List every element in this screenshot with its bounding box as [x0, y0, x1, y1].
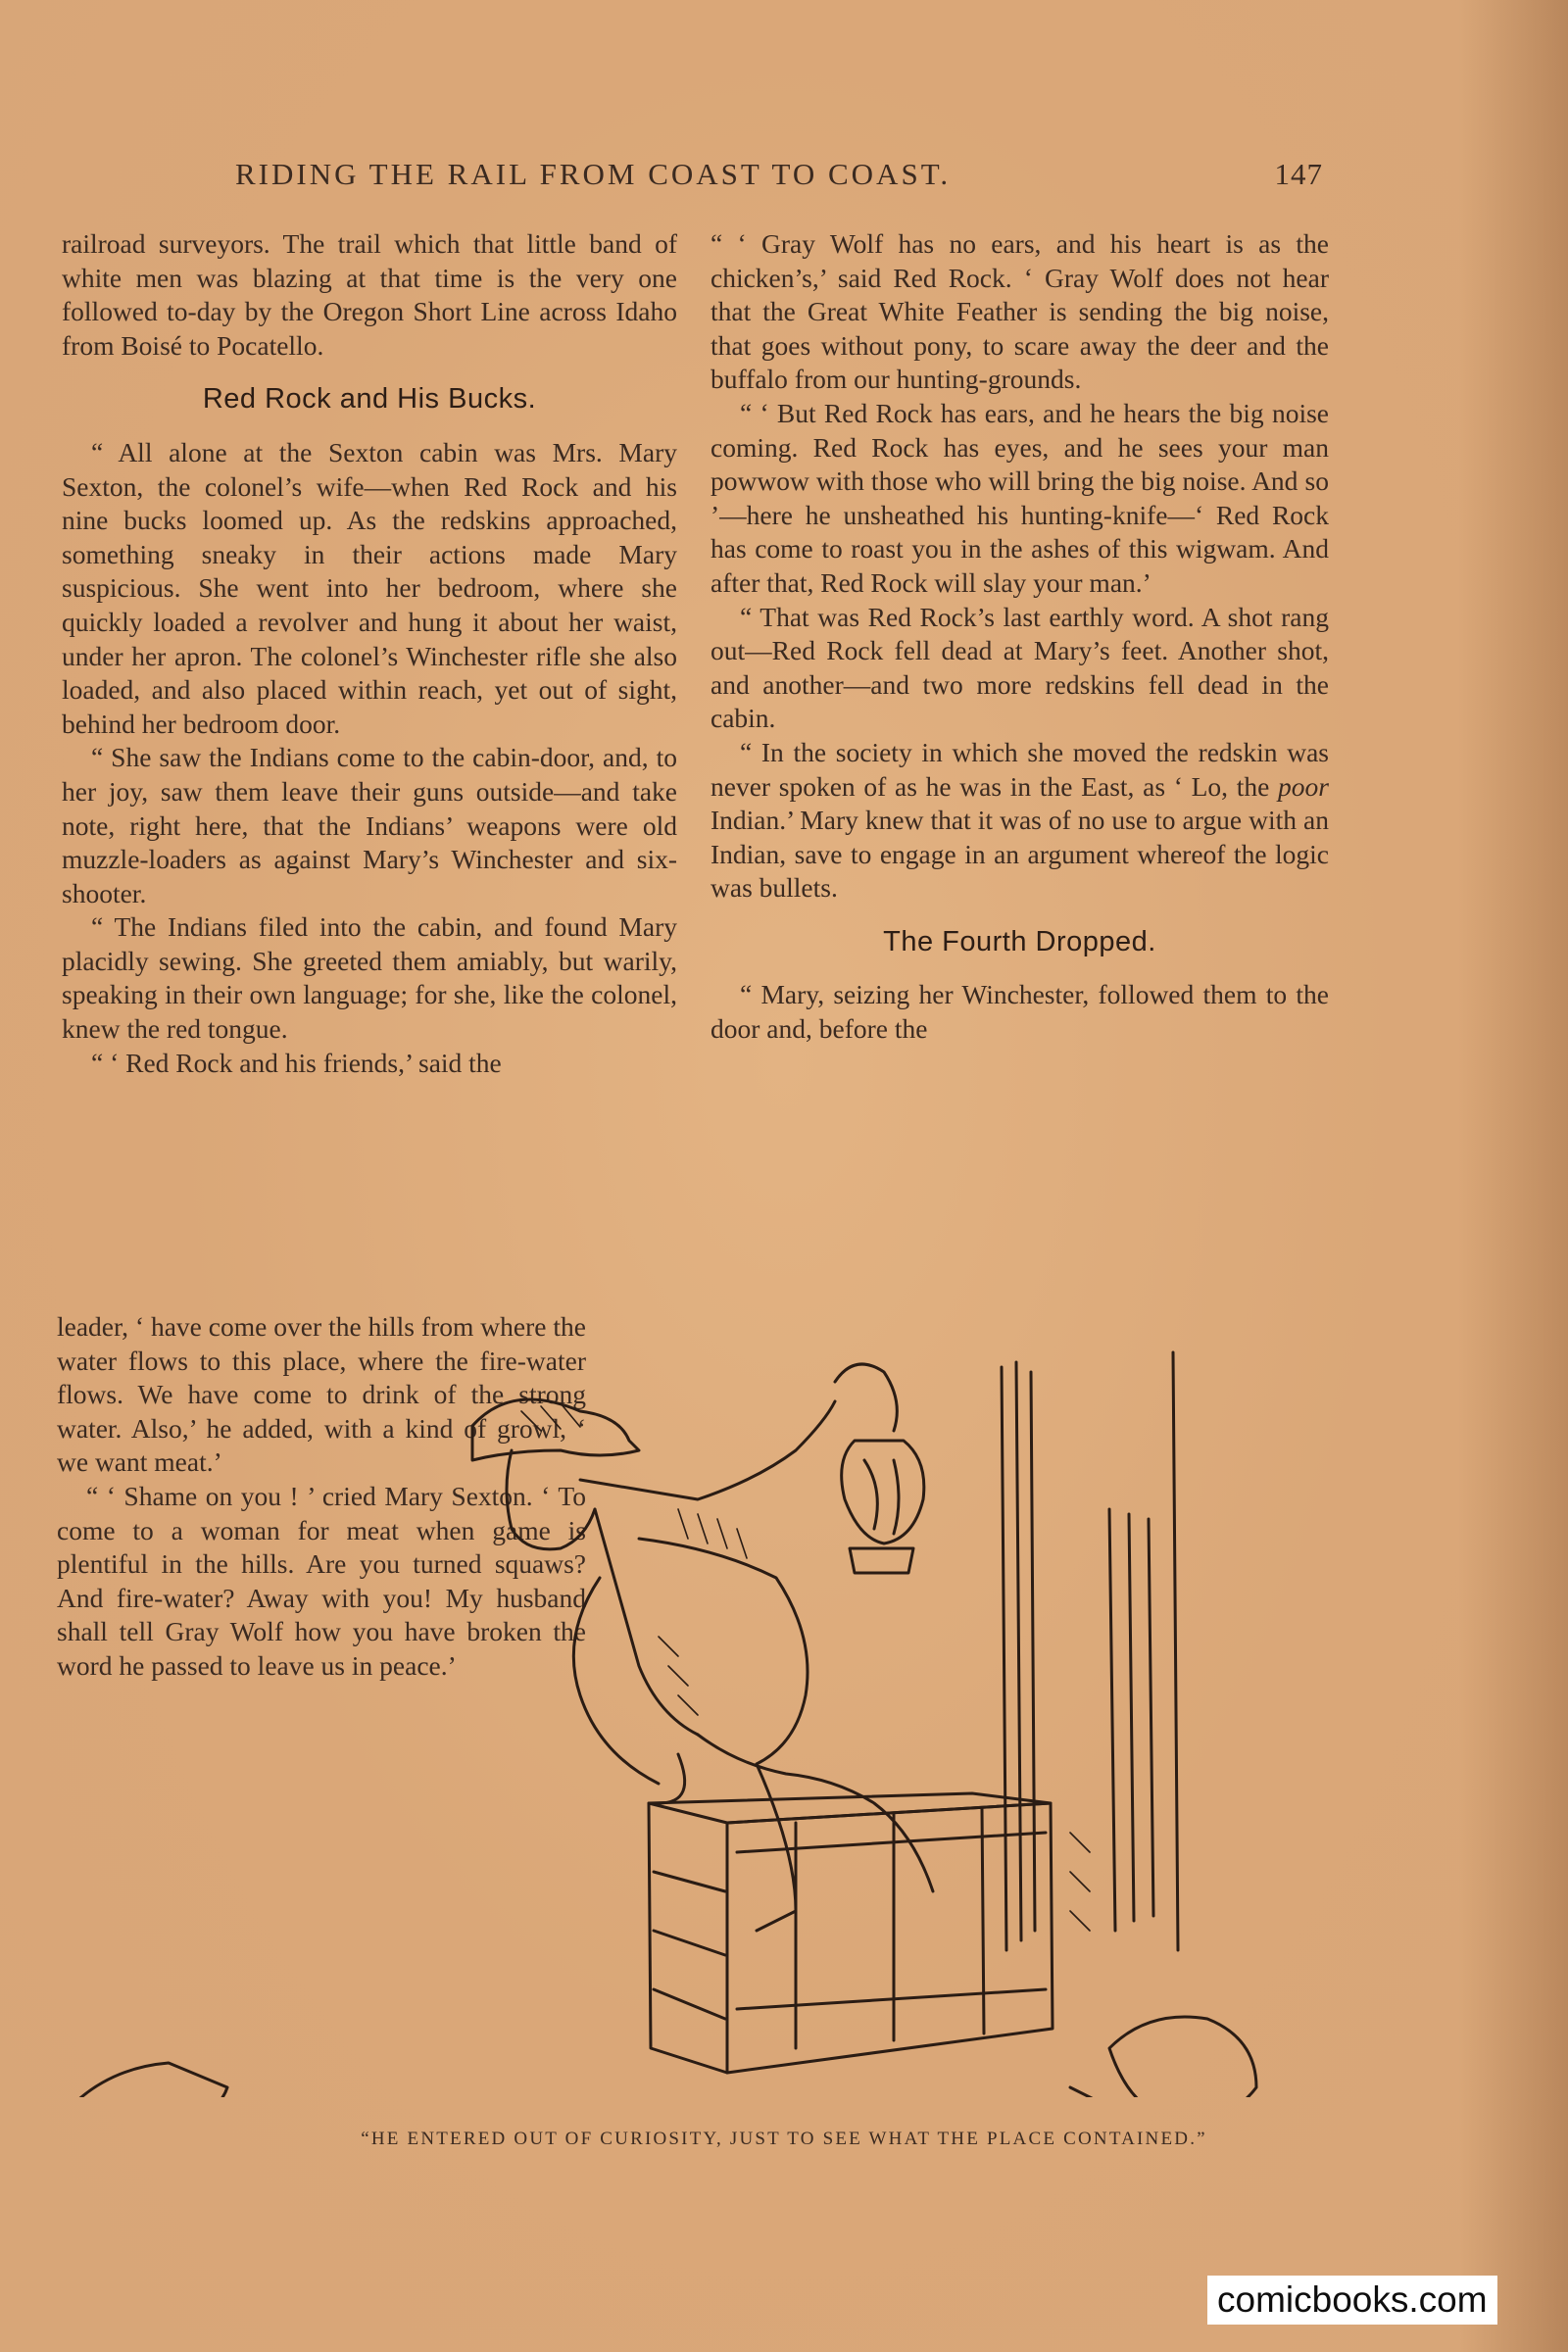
page-number: 147: [1274, 157, 1323, 191]
paragraph: railroad surveyors. The trail which that little band of white men was blazing at that time is the very one followed to-day by the Oregon Short Line across Idaho from Boisé to Pocatello.: [62, 228, 677, 361]
illustration-man-with-lantern: [51, 1343, 1315, 2097]
running-title: RIDING THE RAIL FROM COAST TO COAST.: [235, 157, 952, 191]
paragraph: “ ‘ Shame on you ! ’ cried Mary Sexton. ‘ To come to a woman for meat when game is plentiful in the hills. Are you turned squaws? And fire-water? Away with you! My husband shall tell Gray Wolf how you have broken the word he passed to leave us in peace.’: [57, 1480, 586, 1681]
watermark-logo: comicbooks.com: [1207, 2276, 1497, 2325]
section-heading-fourth-dropped: The Fourth Dropped.: [883, 925, 1156, 957]
paragraph: “ Mary, seizing her Winchester, followed them to the door and, before the: [710, 979, 1329, 1045]
italic-word: poor: [1278, 770, 1329, 802]
paragraph: “ She saw the Indians come to the cabin-door, and, to her joy, saw them leave their guns outside—and take note, right here, that the Indians’ weapons were old muzzle-loaders as against Mary’s Winchester and six-shooter.: [62, 742, 677, 908]
paragraph: “ ‘ Red Rock and his friends,’ said the: [91, 1047, 502, 1078]
text-span: Indian.’ Mary knew that it was of no use to argue with an Indian, save to engage in an argument whereof the logic was bullets.: [710, 805, 1329, 904]
illustration-caption: “HE ENTERED OUT OF CURIOSITY, JUST TO SEE WHAT THE PLACE CONTAINED.”: [361, 2129, 1207, 2149]
paragraph: “ ‘ But Red Rock has ears, and he hears the big noise coming. Red Rock has eyes, and he sees your man powwow with those who will bring the big noise. And so ’—here he unsheathed his hunting-knife—‘ Red Rock has come to roast you in the ashes of this wigwam. And after that, Red Rock will slay your man.’: [710, 397, 1329, 598]
paragraph: “ All alone at the Sexton cabin was Mrs. Mary Sexton, the colonel’s wife—when Red Rock and his nine bucks loomed up. As the redskins approached, something sneaky in their actions made Mary suspicious. She went into her bedroom, where she quickly loaded a revolver and hung it about her waist, under her apron. The colonel’s Winchester rifle she also loaded, and also placed within reach, yet out of sight, behind her bedroom door.: [62, 436, 677, 739]
paragraph: “ That was Red Rock’s last earthly word. A shot rang out—Red Rock fell dead at Mary’s feet. Another shot, and another—and two more redskins fell dead in the cabin.: [710, 601, 1329, 734]
section-heading-red-rock: Red Rock and His Bucks.: [202, 383, 537, 416]
text-span: “ In the society in which she moved the redskin was never spoken of as he was in the East, as ‘ Lo, the: [710, 736, 1329, 802]
paragraph: [710, 736, 1329, 906]
paragraph: leader, ‘ have come over the hills from where the water flows to this place, where the fire-water flows. We have come to drink of the strong water. Also,’ he added, with a kind of growl, ‘ we want meat.’: [57, 1311, 586, 1478]
right-column: [710, 227, 1329, 1047]
left-column: [62, 227, 677, 1080]
paragraph: “ The Indians filed into the cabin, and found Mary placidly sewing. She greeted them amiably, but warily, speaking in their own language; for she, like the colonel, knew the red tongue.: [62, 911, 677, 1045]
paragraph: “ ‘ Gray Wolf has no ears, and his heart is as the chicken’s,’ said Red Rock. ‘ Gray Wolf does not hear that the Great White Feather is sending the big noise, that goes without pony, to scare away the deer and the buffalo from our hunting-grounds.: [710, 228, 1329, 395]
running-header: [235, 157, 1323, 200]
